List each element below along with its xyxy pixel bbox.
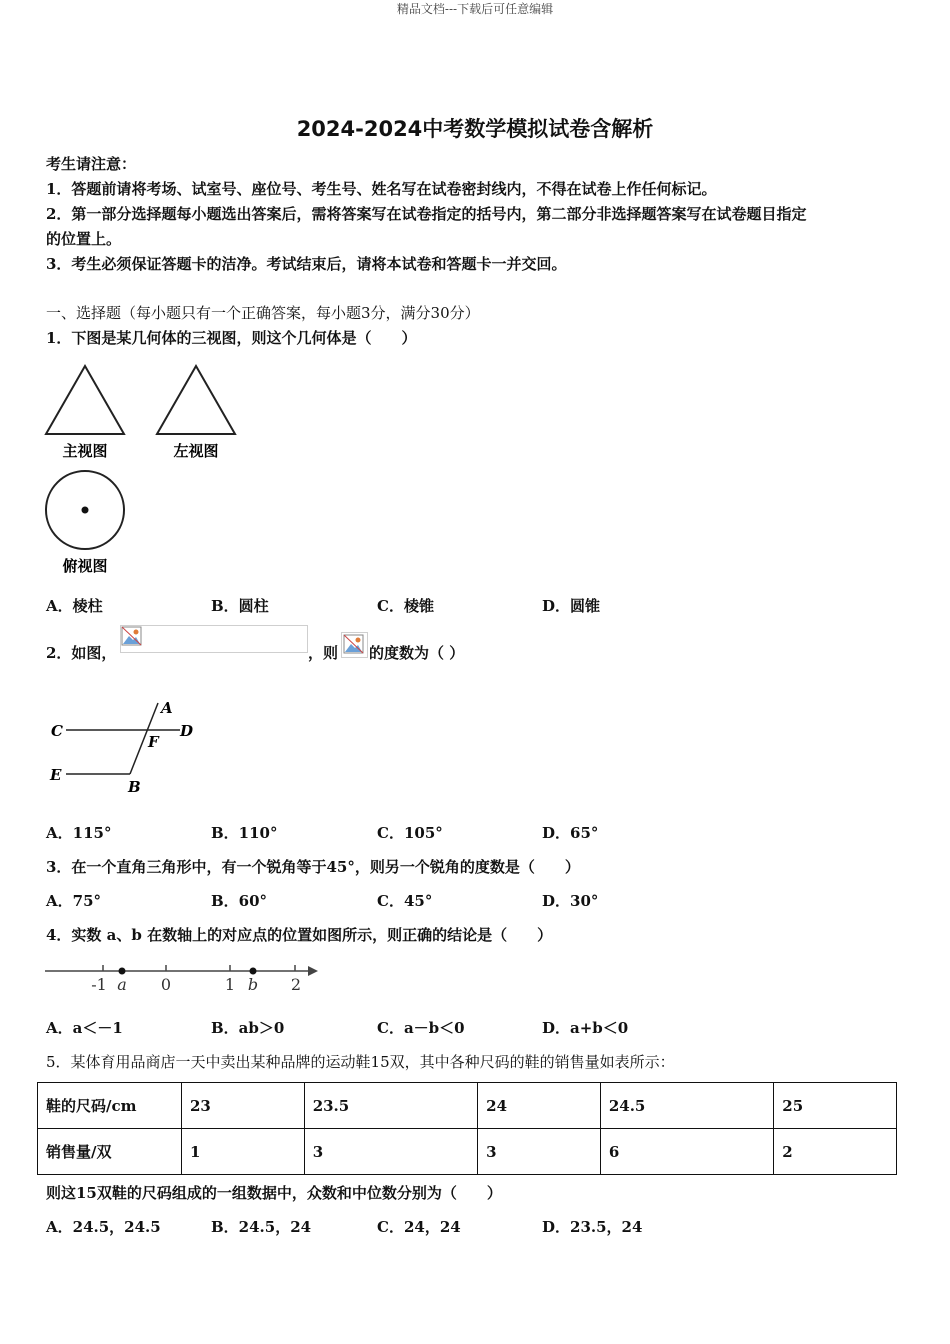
tick-label-neg1: -1 [91, 975, 107, 994]
table-cell: 3 [478, 1129, 601, 1175]
page-title: 2024-2024中考数学模拟试卷含解析 [296, 117, 654, 141]
notice-item-3: 3．考生必须保证答题卡的洁净。考试结束后，请将本试卷和答题卡一并交回。 [46, 255, 567, 273]
point-a-label: A [161, 699, 173, 717]
tick-label-b: b [247, 975, 259, 994]
point-b-label: B [128, 778, 141, 796]
q2-stem-end: 的度数为（ ） [369, 644, 465, 662]
point-f-label: F [148, 733, 159, 751]
table-cell: 6 [600, 1129, 773, 1175]
table-cell: 1 [182, 1129, 305, 1175]
q4-option-a: A．a＜－1 [46, 1019, 123, 1037]
shoe-sales-table [37, 1082, 897, 1175]
point-e-label: E [50, 766, 62, 784]
table-cell: 24.5 [600, 1083, 773, 1129]
notice-item-1: 1．答题前请将考场、试室号、座位号、考生号、姓名写在试卷密封线内，不得在试卷上作任何标记。 [46, 180, 717, 198]
section-heading: 一、选择题（每小题只有一个正确答案，每小题3分，满分30分） [46, 304, 480, 322]
point-b-dot [250, 968, 257, 975]
q4-option-d: D．a+b＜0 [542, 1019, 629, 1037]
q3-option-b: B．60° [211, 892, 268, 910]
q3-stem: 3．在一个直角三角形中，有一个锐角等于45°，则另一个锐角的度数是（ ） [46, 858, 580, 876]
q4-number-line [42, 958, 327, 998]
q1-option-b: B．圆柱 [211, 597, 269, 615]
point-a-dot [119, 968, 126, 975]
axis-arrow-icon [308, 966, 318, 976]
q5-option-d: D．23.5，24 [542, 1218, 643, 1236]
table-cell: 25 [774, 1083, 897, 1129]
point-c-label: C [51, 722, 63, 740]
q1-option-a: A．棱柱 [46, 597, 103, 615]
tick-label-a: a [117, 975, 127, 994]
table-cell: 鞋的尺码/cm [38, 1083, 182, 1129]
table-cell: 23 [182, 1083, 305, 1129]
q2-option-a: A．115° [46, 824, 112, 842]
q2-formula-image [120, 625, 308, 653]
q1-stem: 1．下图是某几何体的三视图，则这个几何体是（ ） [46, 329, 417, 347]
front-view-triangle [46, 366, 124, 434]
q2-stem-start: 2．如图， [46, 644, 117, 662]
broken-image-icon [343, 634, 365, 654]
table-cell: 23.5 [304, 1083, 477, 1129]
notice-item-2: 2．第一部分选择题每小题选出答案后，需将答案写在试卷指定的括号内，第二部分非选择题答案写在试卷题目指定 [46, 205, 807, 223]
tick-label-1: 1 [224, 975, 236, 994]
q3-option-c: C．45° [377, 892, 433, 910]
q4-option-c: C．a－b＜0 [377, 1019, 465, 1037]
q4-stem: 4．实数 a、b 在数轴上的对应点的位置如图所示，则正确的结论是（ ） [46, 926, 553, 944]
q2-option-c: C．105° [377, 824, 443, 842]
notice-heading: 考生请注意： [46, 155, 137, 173]
q1-option-d: D．圆锥 [542, 597, 601, 615]
broken-image-icon [121, 626, 143, 646]
table-row [38, 1083, 897, 1129]
q5-follow-up: 则这15双鞋的尺码组成的一组数据中，众数和中位数分别为（ ） [46, 1184, 502, 1202]
q3-option-d: D．30° [542, 892, 599, 910]
q5-option-c: C．24，24 [377, 1218, 461, 1236]
page-header: 精品文档---下载后可任意编辑 [396, 2, 554, 16]
tick-label-2: 2 [290, 975, 302, 994]
q2-parallel-lines-figure [44, 695, 204, 805]
table-cell: 24 [478, 1083, 601, 1129]
top-view-label: 俯视图 [62, 557, 108, 575]
front-view-label: 主视图 [62, 442, 108, 460]
q1-three-views-figure [40, 362, 250, 582]
table-cell: 3 [304, 1129, 477, 1175]
point-d-label: D [180, 722, 194, 740]
q2-option-d: D．65° [542, 824, 599, 842]
q5-option-b: B．24.5，24 [211, 1218, 312, 1236]
table-cell: 销售量/双 [38, 1129, 182, 1175]
notice-item-2-cont: 的位置上。 [46, 230, 122, 248]
q4-option-b: B．ab＞0 [211, 1019, 285, 1037]
q2-angle-image [341, 632, 368, 658]
q1-option-c: C．棱锥 [377, 597, 434, 615]
table-row [38, 1129, 897, 1175]
side-view-label: 左视图 [173, 442, 219, 460]
q2-stem-middle: ，则 [308, 644, 339, 662]
top-view-center-dot [82, 507, 89, 514]
q5-stem: 5．某体育用品商店一天中卖出某种品牌的运动鞋15双，其中各种尺码的鞋的销售量如表所示： [46, 1053, 675, 1071]
q3-option-a: A．75° [46, 892, 102, 910]
tick-label-0: 0 [160, 975, 172, 994]
q5-option-a: A．24.5，24.5 [46, 1218, 161, 1236]
q2-option-b: B．110° [211, 824, 278, 842]
side-view-triangle [157, 366, 235, 434]
table-cell: 2 [774, 1129, 897, 1175]
